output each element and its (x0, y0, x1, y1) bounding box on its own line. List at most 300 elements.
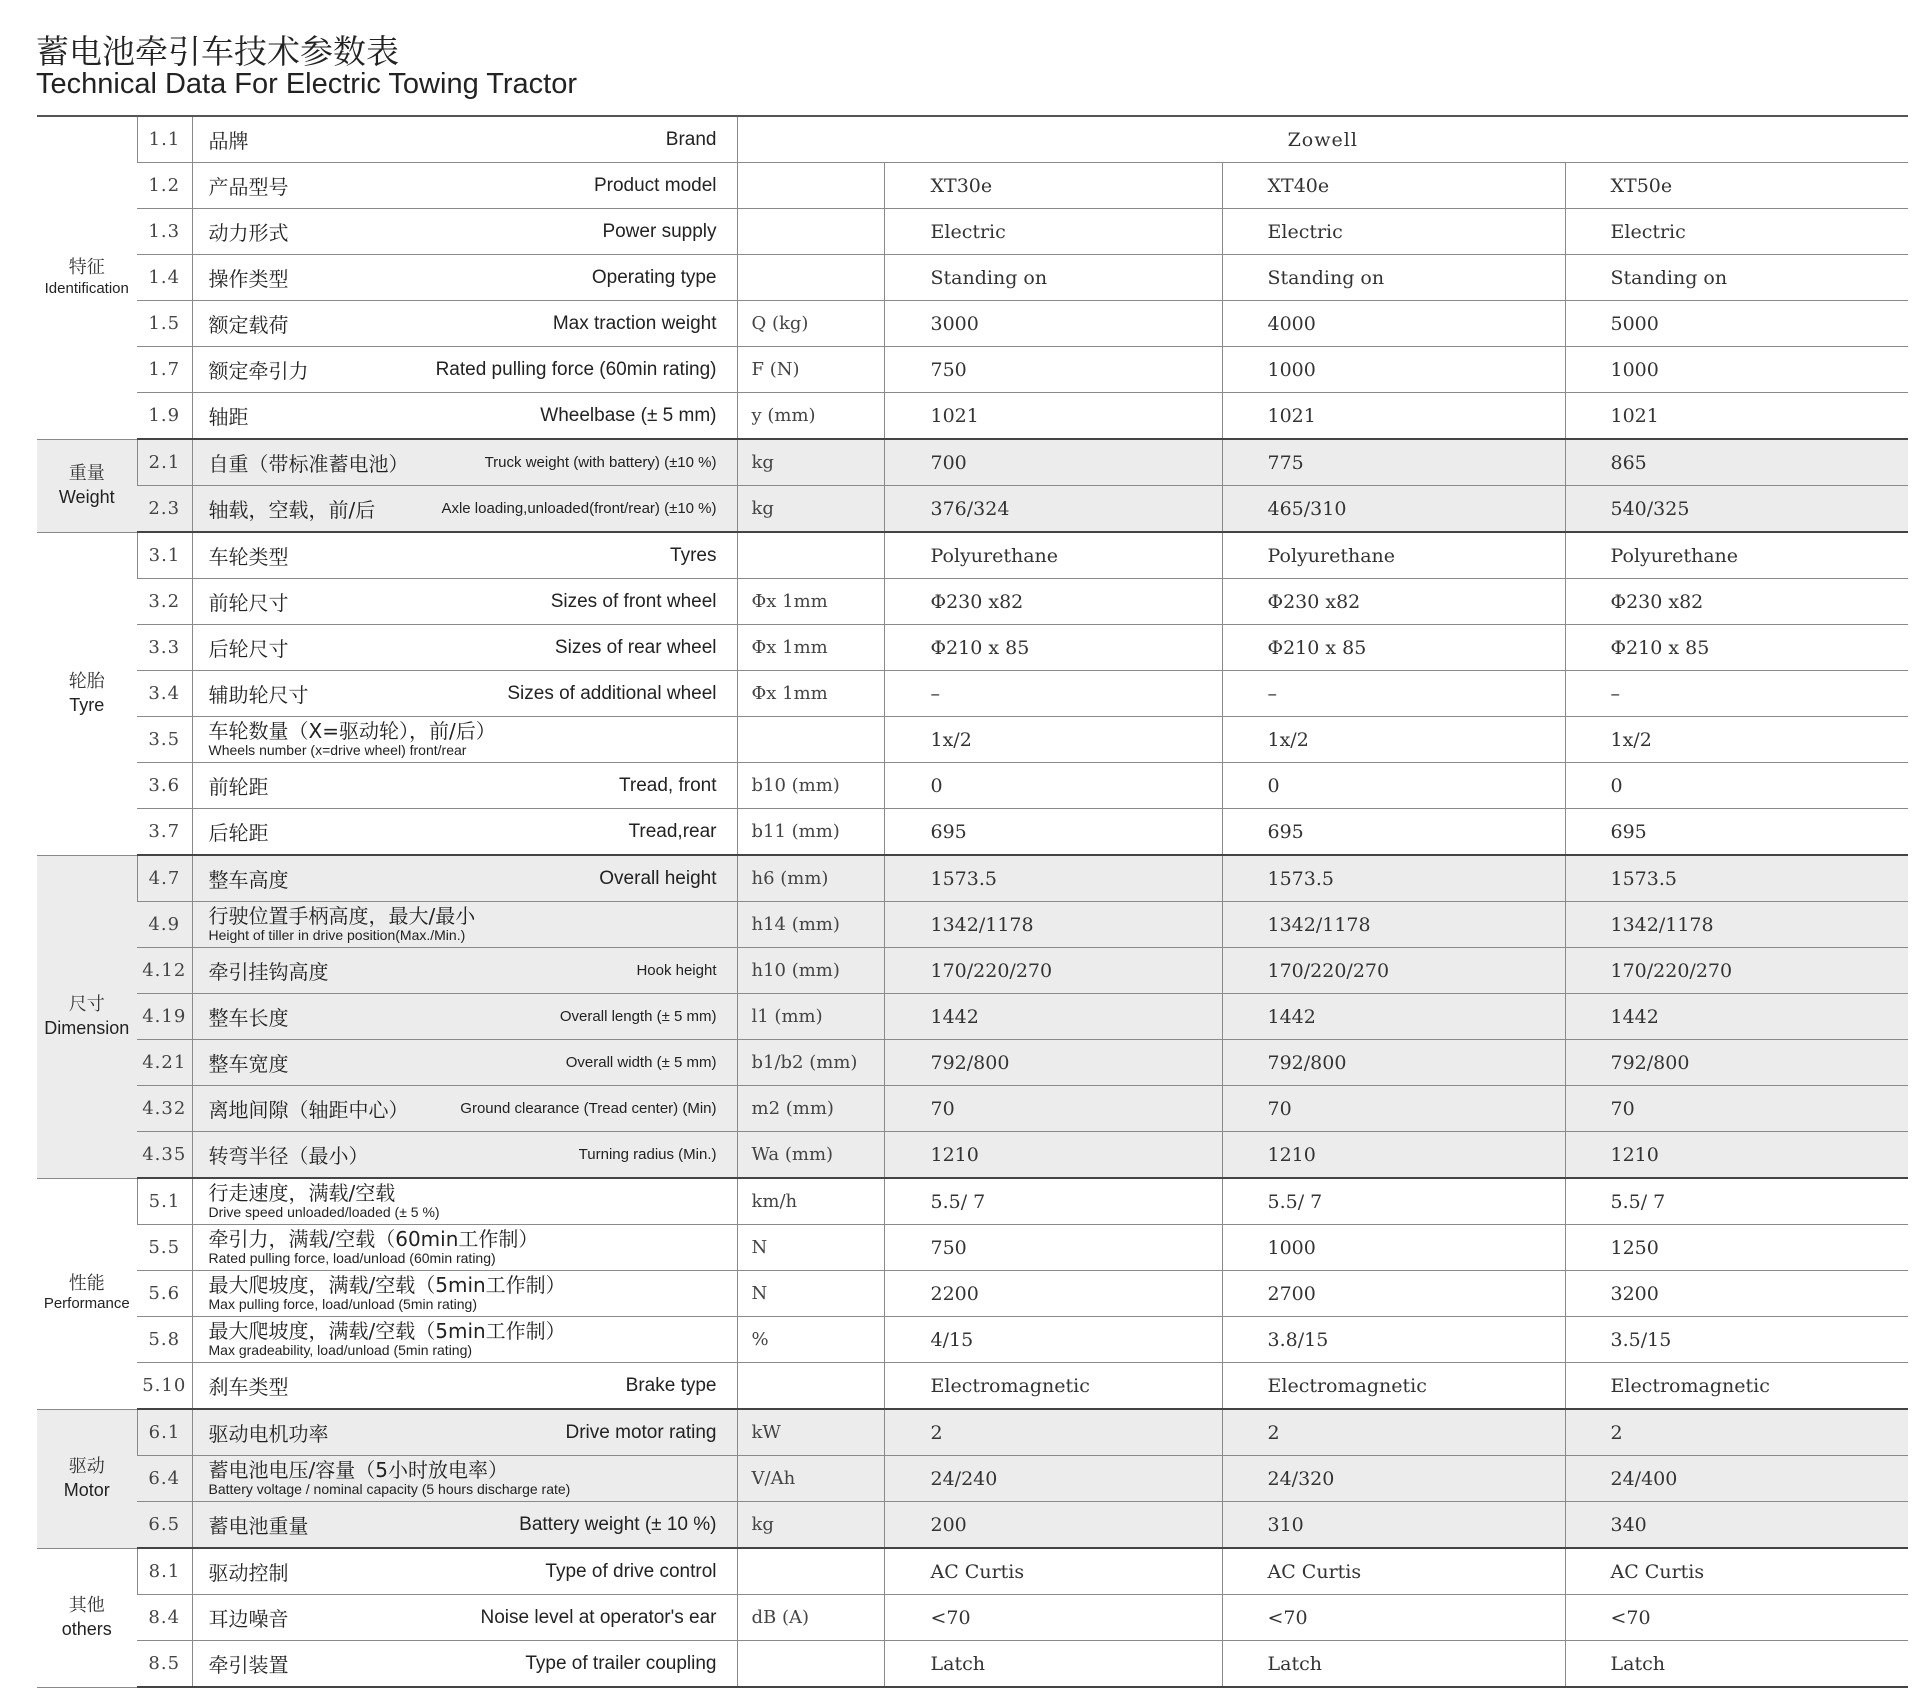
row-number: 4.12 (137, 948, 192, 994)
value-cell-model-1: Polyurethane (884, 532, 1222, 579)
row-label-en: Battery voltage / nominal capacity (5 hours discharge rate) (208, 1481, 571, 1498)
row-number: 5.1 (137, 1178, 192, 1225)
unit-cell: y (mm) (737, 393, 884, 440)
row-number: 3.1 (137, 532, 192, 579)
row-label-cell (192, 717, 737, 763)
value-cell-model-1: 0 (884, 763, 1222, 809)
section-label-en: Motor (63, 1479, 110, 1500)
row-label-cn: 整车高度 (208, 868, 289, 892)
table-row (37, 301, 1908, 347)
section-label-cn: 驱动 (68, 1456, 105, 1477)
unit-cell: km/h (737, 1178, 884, 1225)
value-cell-model-2: Latch (1222, 1641, 1565, 1688)
value-cell-model-3: 540/325 (1565, 486, 1908, 533)
row-label-line (209, 494, 717, 523)
value-cell-model-1: 170/220/270 (884, 948, 1222, 994)
value-cell-model-2: XT40e (1222, 163, 1565, 209)
unit-cell: b10 (mm) (737, 763, 884, 809)
value-cell-model-3: 3200 (1565, 1271, 1908, 1317)
value-cell-model-1: 24/240 (884, 1456, 1222, 1502)
value-cell-model-1: 1442 (884, 994, 1222, 1040)
value-cell-model-3: 24/400 (1565, 1456, 1908, 1502)
row-number: 1.3 (137, 209, 192, 255)
value-cell-model-1: 376/324 (884, 486, 1222, 533)
value-cell-model-3: 1210 (1565, 1132, 1908, 1179)
row-label-cn: 辅助轮尺寸 (208, 683, 309, 707)
row-label-cell (192, 1225, 737, 1271)
row-label-line (209, 956, 717, 985)
value-cell-model-2: Φ210 x 85 (1222, 625, 1565, 671)
row-label-cell (192, 393, 737, 440)
value-cell-model-1: <70 (884, 1595, 1222, 1641)
row-label-en: Overall length (± 5 mm) (559, 1008, 717, 1025)
page-title-en: Technical Data For Electric Towing Tractor (36, 68, 578, 100)
value-cell-model-2: 5.5/ 7 (1222, 1178, 1565, 1225)
row-label-line (209, 817, 717, 846)
table-row (37, 1271, 1908, 1317)
table-row (37, 1502, 1908, 1549)
row-number: 5.8 (137, 1317, 192, 1363)
row-label-cn: 刹车类型 (208, 1375, 289, 1399)
value-cell-model-3: 2 (1565, 1409, 1908, 1456)
value-cell-model-1: – (884, 671, 1222, 717)
row-label-cell (192, 625, 737, 671)
value-cell-model-1: 700 (884, 439, 1222, 486)
value-cell-model-1: 1x/2 (884, 717, 1222, 763)
row-label-cn: 前轮距 (208, 775, 269, 799)
row-label-line (209, 355, 717, 384)
row-label-cn: 行走速度，满载/空载 (208, 1181, 396, 1206)
value-cell-model-2: 1000 (1222, 347, 1565, 393)
row-label-stack (209, 1321, 717, 1358)
value-cell-model-3: 5000 (1565, 301, 1908, 347)
row-label-line (209, 771, 717, 800)
section-label-en: others (61, 1618, 112, 1639)
row-label-cn: 自重（带标准蓄电池） (208, 452, 409, 476)
unit-cell: h6 (mm) (737, 855, 884, 902)
value-cell-model-2: AC Curtis (1222, 1548, 1565, 1595)
value-cell-model-1: 1573.5 (884, 855, 1222, 902)
value-cell-model-1: Φ210 x 85 (884, 625, 1222, 671)
row-label-en: Brake type (625, 1374, 717, 1396)
section-label-en: Identification (44, 279, 129, 297)
row-label-cell (192, 209, 737, 255)
row-number: 6.5 (137, 1502, 192, 1549)
value-cell-model-3: AC Curtis (1565, 1548, 1908, 1595)
row-label-cn: 驱动电机功率 (208, 1422, 329, 1446)
value-cell-model-3: 5.5/ 7 (1565, 1178, 1908, 1225)
unit-cell (737, 1548, 884, 1595)
section-label-cn: 特征 (68, 257, 105, 279)
value-cell-model-3: Electric (1565, 209, 1908, 255)
row-label-en: Type of trailer coupling (525, 1652, 717, 1674)
row-label-en: Max traction weight (552, 312, 717, 334)
table-row (37, 1548, 1908, 1595)
unit-cell: kg (737, 486, 884, 533)
row-number: 4.32 (137, 1086, 192, 1132)
row-number: 1.9 (137, 393, 192, 440)
row-label-en: Turning radius (Min.) (578, 1146, 717, 1163)
row-number: 4.7 (137, 855, 192, 902)
value-cell-model-2: Φ230 x82 (1222, 579, 1565, 625)
row-label-line (209, 679, 717, 708)
row-label-en: Hook height (636, 962, 717, 979)
value-cell-model-2: Polyurethane (1222, 532, 1565, 579)
section-label-cn: 其他 (68, 1595, 105, 1616)
row-label-cell (192, 1363, 737, 1410)
value-cell-model-2: 775 (1222, 439, 1565, 486)
section-label-cell (37, 1178, 137, 1409)
spec-table-body (37, 116, 1908, 1687)
row-label-line (209, 401, 717, 430)
value-cell-model-3: 695 (1565, 809, 1908, 856)
row-number: 8.1 (137, 1548, 192, 1595)
value-cell-model-2: 24/320 (1222, 1456, 1565, 1502)
value-cell-model-3: XT50e (1565, 163, 1908, 209)
table-row (37, 116, 1908, 163)
row-label-cn: 整车宽度 (208, 1052, 289, 1076)
row-number: 3.5 (137, 717, 192, 763)
row-number: 8.5 (137, 1641, 192, 1688)
unit-cell: b1/b2 (mm) (737, 1040, 884, 1086)
unit-cell: Φx 1mm (737, 671, 884, 717)
row-label-cell (192, 255, 737, 301)
value-cell-model-3: 0 (1565, 763, 1908, 809)
value-cell-model-2: 1000 (1222, 1225, 1565, 1271)
table-row (37, 486, 1908, 533)
unit-cell (737, 209, 884, 255)
section-label-en: Dimension (44, 1017, 130, 1038)
row-label-cell (192, 1317, 737, 1363)
row-number: 2.3 (137, 486, 192, 533)
value-cell-model-3: 170/220/270 (1565, 948, 1908, 994)
row-label-en: Sizes of additional wheel (507, 682, 717, 704)
unit-cell: N (737, 1271, 884, 1317)
value-cell-model-2: 2700 (1222, 1271, 1565, 1317)
section-label-cn: 尺寸 (68, 994, 105, 1015)
row-number: 1.1 (137, 116, 192, 163)
value-cell-model-2: Electromagnetic (1222, 1363, 1565, 1410)
value-cell-model-3: Polyurethane (1565, 532, 1908, 579)
value-cell-model-2: 695 (1222, 809, 1565, 856)
row-label-cell (192, 1040, 737, 1086)
value-cell-model-3: 1021 (1565, 393, 1908, 440)
section-label-cn: 轮胎 (68, 671, 105, 692)
row-label-cn: 动力形式 (208, 221, 289, 245)
spec-table (37, 115, 1908, 1688)
row-label-cn: 前轮尺寸 (208, 591, 289, 615)
row-label-cn: 牵引挂钩高度 (208, 960, 329, 984)
value-cell-model-2: 310 (1222, 1502, 1565, 1549)
row-label-en: Wheelbase (± 5 mm) (540, 404, 717, 426)
table-row (37, 763, 1908, 809)
section-label-cn: 重量 (68, 463, 105, 484)
row-label-en: Operating type (591, 266, 717, 288)
value-cell-model-2: 0 (1222, 763, 1565, 809)
row-number: 3.6 (137, 763, 192, 809)
section-label-en: Weight (58, 486, 115, 507)
unit-cell: kW (737, 1409, 884, 1456)
row-label-stack (209, 1229, 717, 1266)
row-label-cn: 驱动控制 (208, 1561, 289, 1585)
unit-cell: b11 (mm) (737, 809, 884, 856)
value-cell-model-2: <70 (1222, 1595, 1565, 1641)
row-label-line (209, 1140, 717, 1169)
table-row (37, 1409, 1908, 1456)
table-row (37, 625, 1908, 671)
row-number: 4.21 (137, 1040, 192, 1086)
row-label-en: Max pulling force, load/unload (5min rating) (208, 1296, 477, 1313)
unit-cell: kg (737, 1502, 884, 1549)
row-label-en: Ground clearance (Tread center) (Min) (460, 1100, 717, 1117)
row-label-cn: 后轮尺寸 (208, 637, 289, 661)
value-cell-model-1: 2 (884, 1409, 1222, 1456)
unit-cell: F (N) (737, 347, 884, 393)
row-label-en: Overall height (599, 867, 717, 889)
row-label-cn: 产品型号 (208, 175, 289, 199)
value-cell-model-1: 3000 (884, 301, 1222, 347)
row-label-cn: 轴载，空载，前/后 (208, 498, 376, 522)
row-label-cn: 蓄电池重量 (208, 1514, 309, 1538)
value-cell-model-1: 1210 (884, 1132, 1222, 1179)
value-cell-model-3: 3.5/15 (1565, 1317, 1908, 1363)
row-label-cell (192, 763, 737, 809)
table-row (37, 1456, 1908, 1502)
value-cell-model-3: – (1565, 671, 1908, 717)
row-label-en: Brand (665, 128, 717, 150)
value-cell-model-2: – (1222, 671, 1565, 717)
section-label-cell (37, 116, 137, 439)
table-row (37, 255, 1908, 301)
row-label-en: Drive motor rating (565, 1421, 717, 1443)
unit-cell: % (737, 1317, 884, 1363)
value-cell-model-1: 5.5/ 7 (884, 1178, 1222, 1225)
unit-cell (737, 255, 884, 301)
value-cell-model-2: 1x/2 (1222, 717, 1565, 763)
section-label-cell (37, 439, 137, 532)
value-cell-model-3: 70 (1565, 1086, 1908, 1132)
section-label-cell (37, 532, 137, 855)
row-label-cell (192, 855, 737, 902)
row-label-en: Drive speed unloaded/loaded (± 5 %) (208, 1204, 440, 1221)
brand-value: Zowell (737, 116, 1908, 163)
value-cell-model-1: 70 (884, 1086, 1222, 1132)
unit-cell (737, 163, 884, 209)
table-row (37, 994, 1908, 1040)
row-label-cell (192, 1456, 737, 1502)
row-number: 3.4 (137, 671, 192, 717)
unit-cell (737, 1641, 884, 1688)
value-cell-model-3: Φ230 x82 (1565, 579, 1908, 625)
table-row (37, 1086, 1908, 1132)
row-label-line (209, 1603, 717, 1632)
row-label-cn: 最大爬坡度，满载/空载（5min工作制） (208, 1273, 566, 1298)
value-cell-model-1: Latch (884, 1641, 1222, 1688)
row-label-stack (209, 1460, 717, 1497)
row-number: 6.4 (137, 1456, 192, 1502)
row-number: 1.4 (137, 255, 192, 301)
row-label-en: Power supply (602, 220, 717, 242)
row-label-cell (192, 902, 737, 948)
unit-cell (737, 532, 884, 579)
unit-cell: h10 (mm) (737, 948, 884, 994)
row-label-en: Sizes of rear wheel (554, 636, 717, 658)
value-cell-model-2: 1342/1178 (1222, 902, 1565, 948)
row-label-en: Overall width (± 5 mm) (565, 1054, 717, 1071)
value-cell-model-1: XT30e (884, 163, 1222, 209)
row-label-cn: 额定牵引力 (208, 359, 309, 383)
value-cell-model-1: Φ230 x82 (884, 579, 1222, 625)
row-label-cell (192, 1271, 737, 1317)
unit-cell: kg (737, 439, 884, 486)
row-label-cell (192, 1178, 737, 1225)
value-cell-model-2: 70 (1222, 1086, 1565, 1132)
value-cell-model-1: 2200 (884, 1271, 1222, 1317)
value-cell-model-1: 4/15 (884, 1317, 1222, 1363)
row-label-cell (192, 1502, 737, 1549)
row-label-line (209, 171, 717, 200)
row-number: 2.1 (137, 439, 192, 486)
section-label-cell (37, 1409, 137, 1548)
row-label-en: Tread,rear (628, 820, 717, 842)
row-label-cell (192, 532, 737, 579)
row-label-cn: 车轮数量（X=驱动轮），前/后） (208, 719, 496, 744)
value-cell-model-2: 3.8/15 (1222, 1317, 1565, 1363)
value-cell-model-3: 1442 (1565, 994, 1908, 1040)
row-label-cell (192, 1548, 737, 1595)
row-number: 4.35 (137, 1132, 192, 1179)
table-row (37, 163, 1908, 209)
unit-cell (737, 1363, 884, 1410)
value-cell-model-1: 750 (884, 1225, 1222, 1271)
row-label-cn: 操作类型 (208, 267, 289, 291)
row-label-en: Rated pulling force (60min rating) (435, 358, 717, 380)
row-label-en: Product model (593, 174, 717, 196)
row-number: 8.4 (137, 1595, 192, 1641)
unit-cell: N (737, 1225, 884, 1271)
value-cell-model-2: 1210 (1222, 1132, 1565, 1179)
row-label-cell (192, 671, 737, 717)
value-cell-model-1: 200 (884, 1502, 1222, 1549)
row-label-line (209, 217, 717, 246)
value-cell-model-2: 1021 (1222, 393, 1565, 440)
row-label-line (209, 1557, 717, 1586)
section-label-cn: 性能 (68, 1272, 105, 1294)
row-label-cn: 行驶位置手柄高度，最大/最小 (208, 904, 476, 929)
row-label-cn: 轴距 (208, 405, 249, 429)
row-label-en: Truck weight (with battery) (±10 %) (484, 454, 717, 471)
row-label-cn: 额定载荷 (208, 313, 289, 337)
unit-cell: Q (kg) (737, 301, 884, 347)
row-label-stack (209, 1183, 717, 1220)
unit-cell: V/Ah (737, 1456, 884, 1502)
value-cell-model-3: 1000 (1565, 347, 1908, 393)
row-number: 4.19 (137, 994, 192, 1040)
section-label-cell (37, 1548, 137, 1687)
section-label-cell (37, 855, 137, 1178)
row-label-cell (192, 163, 737, 209)
row-label-cell (192, 1086, 737, 1132)
value-cell-model-1: 1021 (884, 393, 1222, 440)
value-cell-model-1: AC Curtis (884, 1548, 1222, 1595)
value-cell-model-3: 792/800 (1565, 1040, 1908, 1086)
value-cell-model-2: 465/310 (1222, 486, 1565, 533)
value-cell-model-3: Electromagnetic (1565, 1363, 1908, 1410)
row-number: 5.5 (137, 1225, 192, 1271)
row-number: 1.5 (137, 301, 192, 347)
unit-cell: Wa (mm) (737, 1132, 884, 1179)
unit-cell: Φx 1mm (737, 625, 884, 671)
table-row (37, 1363, 1908, 1410)
value-cell-model-3: Standing on (1565, 255, 1908, 301)
row-label-cn: 转弯半径（最小） (208, 1144, 369, 1168)
value-cell-model-2: 1573.5 (1222, 855, 1565, 902)
value-cell-model-2: Electric (1222, 209, 1565, 255)
unit-cell (737, 717, 884, 763)
row-label-en: Height of tiller in drive position(Max./Min.) (208, 927, 466, 944)
row-label-line (209, 448, 717, 477)
table-row (37, 671, 1908, 717)
row-label-en: Type of drive control (545, 1560, 717, 1582)
row-label-cell (192, 486, 737, 533)
row-label-line (209, 1418, 717, 1447)
value-cell-model-1: 1342/1178 (884, 902, 1222, 948)
row-label-cn: 后轮距 (208, 821, 269, 845)
value-cell-model-1: 750 (884, 347, 1222, 393)
row-label-en: Tread, front (618, 774, 717, 796)
row-label-en: Battery weight (± 10 %) (519, 1513, 717, 1535)
unit-cell: m2 (mm) (737, 1086, 884, 1132)
value-cell-model-1: 792/800 (884, 1040, 1222, 1086)
table-row (37, 1132, 1908, 1179)
row-label-line (209, 587, 717, 616)
row-label-stack (209, 721, 717, 758)
row-label-line (209, 633, 717, 662)
unit-cell: dB (A) (737, 1595, 884, 1641)
value-cell-model-2: 2 (1222, 1409, 1565, 1456)
row-label-stack (209, 906, 717, 943)
row-label-line (209, 1371, 717, 1400)
row-label-en: Sizes of front wheel (550, 590, 717, 612)
row-number: 1.7 (137, 347, 192, 393)
row-label-cn: 牵引力，满载/空载（60min工作制） (208, 1227, 539, 1252)
row-label-line (209, 263, 717, 292)
unit-cell: l1 (mm) (737, 994, 884, 1040)
table-row (37, 1641, 1908, 1688)
table-row (37, 1225, 1908, 1271)
row-label-en: Max gradeability, load/unload (5min rating) (208, 1342, 473, 1359)
row-label-line (209, 1510, 717, 1539)
value-cell-model-2: 4000 (1222, 301, 1565, 347)
row-label-cn: 车轮类型 (208, 545, 289, 569)
row-number: 3.3 (137, 625, 192, 671)
table-row (37, 579, 1908, 625)
table-row (37, 1178, 1908, 1225)
row-label-line (209, 125, 717, 154)
value-cell-model-3: 1250 (1565, 1225, 1908, 1271)
row-label-cell (192, 809, 737, 856)
row-number: 6.1 (137, 1409, 192, 1456)
page-title-cn: 蓄电池牵引车技术参数表 (36, 32, 399, 71)
row-label-en: Rated pulling force, load/unload (60min rating) (208, 1250, 496, 1267)
row-label-en: Tyres (670, 544, 717, 566)
value-cell-model-2: 792/800 (1222, 1040, 1565, 1086)
row-label-cell (192, 301, 737, 347)
row-label-cell (192, 116, 737, 163)
value-cell-model-3: 1573.5 (1565, 855, 1908, 902)
row-number: 1.2 (137, 163, 192, 209)
value-cell-model-3: Latch (1565, 1641, 1908, 1688)
